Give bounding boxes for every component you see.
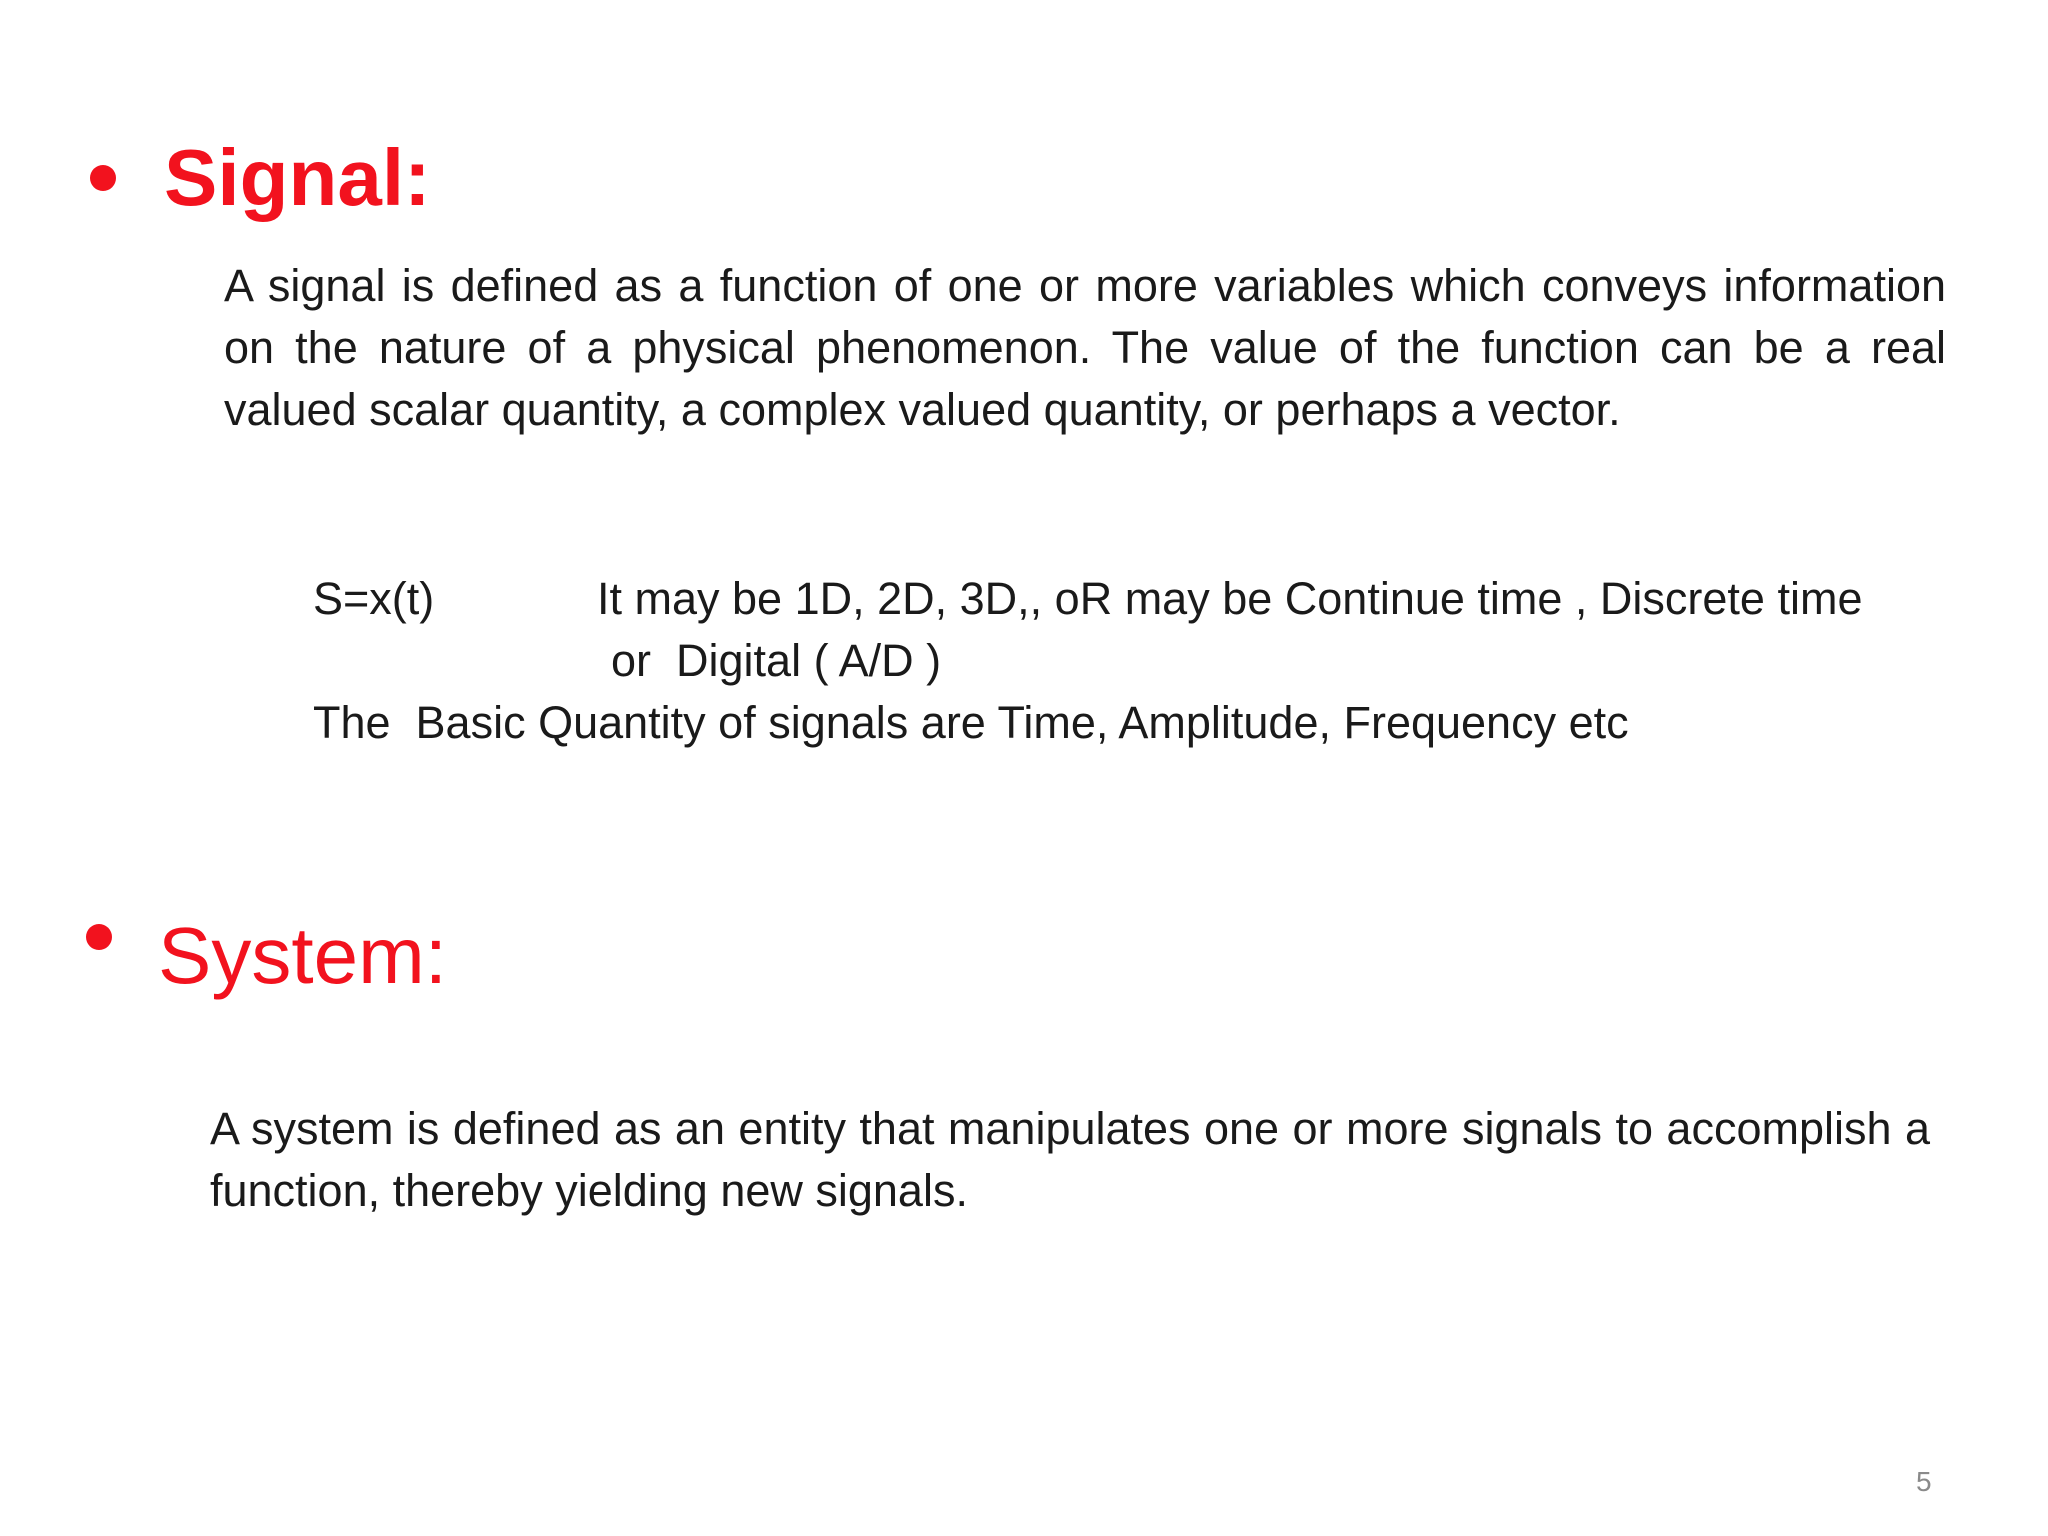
signal-definition: A signal is defined as a function of one or more variables which conveys information on the nature of a physical phenomenon. The value of the function can be a real valued scalar quantity, a complex valued quantity, or perhaps a vector. <box>224 260 1946 435</box>
system-definition: A system is defined as an entity that manipulates one or more signals to accomplish a function, thereby yielding new signals. <box>210 1103 1930 1216</box>
formula-description-line-2: or Digital ( A/D ) <box>611 635 942 686</box>
page-number: 5 <box>1916 1466 1932 1497</box>
bullet-icon <box>90 165 116 191</box>
signal-heading-row <box>90 132 431 224</box>
system-heading-row <box>86 910 447 1002</box>
system-heading: System: <box>158 911 447 1000</box>
formula-description-line-1: It may be 1D, 2D, 3D,, oR may be Continue time , Discrete time <box>597 573 1863 624</box>
signal-formula: S=x(t) <box>313 573 435 624</box>
bullet-icon <box>86 924 112 950</box>
signal-basic-quantity: The Basic Quantity of signals are Time, Amplitude, Frequency etc <box>313 697 1629 748</box>
signal-formula-description <box>597 568 1947 692</box>
signal-heading: Signal: <box>164 133 431 222</box>
